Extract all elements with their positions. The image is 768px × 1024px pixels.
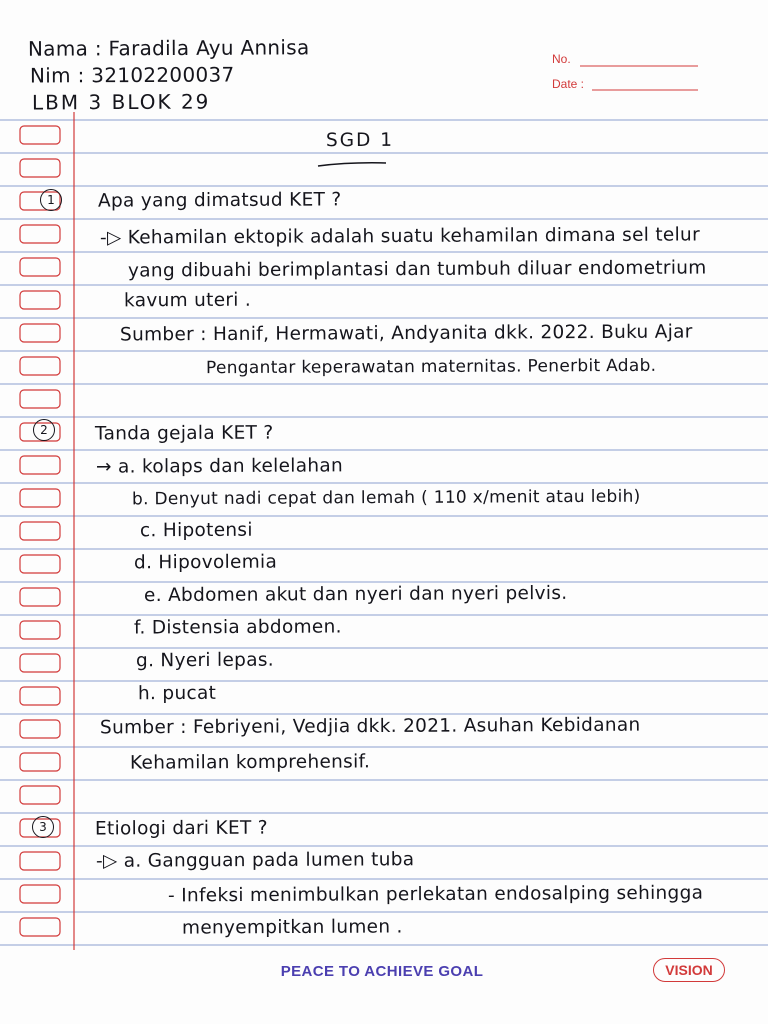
date-label: Date :: [552, 77, 585, 91]
student-nim: Nim : 32102200037: [29, 62, 235, 88]
question-1-number: 1: [40, 189, 62, 211]
question-1-text: Apa yang dimatsud KET ?: [97, 189, 342, 212]
q3-line-2: - Infeksi menimbulkan perlekatan endosalping sehingga: [167, 882, 704, 907]
q2-source-line-1: Sumber : Febriyeni, Vedjia dkk. 2021. Asuhan Kebidanan: [99, 714, 641, 739]
q1-answer-line-1: -▷ Kehamilan ektopik adalah suatu kehamilan dimana sel telur: [99, 224, 701, 249]
footer-motto: PEACE TO ACHIEVE GOAL: [280, 963, 484, 980]
brand-logo: VISION: [653, 958, 725, 982]
q1-answer-line-3: kavum uteri .: [123, 289, 252, 312]
q2-item-h: h. pucat: [137, 682, 217, 705]
question-3-text: Etiologi dari KET ?: [94, 817, 268, 840]
no-label: No.: [552, 52, 571, 66]
q3-line-3: menyempitkan lumen .: [181, 916, 403, 939]
q2-source-line-2: Kehamilan komprehensif.: [129, 751, 371, 774]
q1-answer-line-2: yang dibuahi berimplantasi dan tumbuh diluar endometrium: [127, 257, 707, 282]
q2-item-g: g. Nyeri lepas.: [135, 649, 274, 672]
q3-line-1: -▷ a. Gangguan pada lumen tuba: [95, 849, 415, 872]
q2-item-b: b. Denyut nadi cepat dan lemah ( 110 x/menit atau lebih): [131, 486, 641, 510]
sgd-title: SGD 1: [325, 129, 395, 152]
q2-item-f: f. Distensia abdomen.: [133, 616, 342, 639]
question-2-number: 2: [33, 419, 55, 441]
q2-item-a: → a. kolaps dan kelelahan: [95, 455, 344, 478]
q2-item-d: d. Hipovolemia: [133, 551, 278, 574]
question-2-text: Tanda gejala KET ?: [94, 422, 274, 445]
q1-source-line-1: Sumber : Hanif, Hermawati, Andyanita dkk. 2022. Buku Ajar: [119, 321, 693, 346]
q1-source-line-2: Pengantar keperawatan maternitas. Penerbit Adab.: [205, 355, 657, 379]
student-name: Nama : Faradila Ayu Annisa: [27, 35, 310, 61]
question-3-number: 3: [32, 816, 54, 838]
lbm-block: LBM 3 BLOK 29: [31, 89, 211, 115]
q2-item-c: c. Hipotensi: [139, 519, 253, 542]
q2-item-e: e. Abdomen akut dan nyeri dan nyeri pelvis.: [143, 582, 568, 607]
